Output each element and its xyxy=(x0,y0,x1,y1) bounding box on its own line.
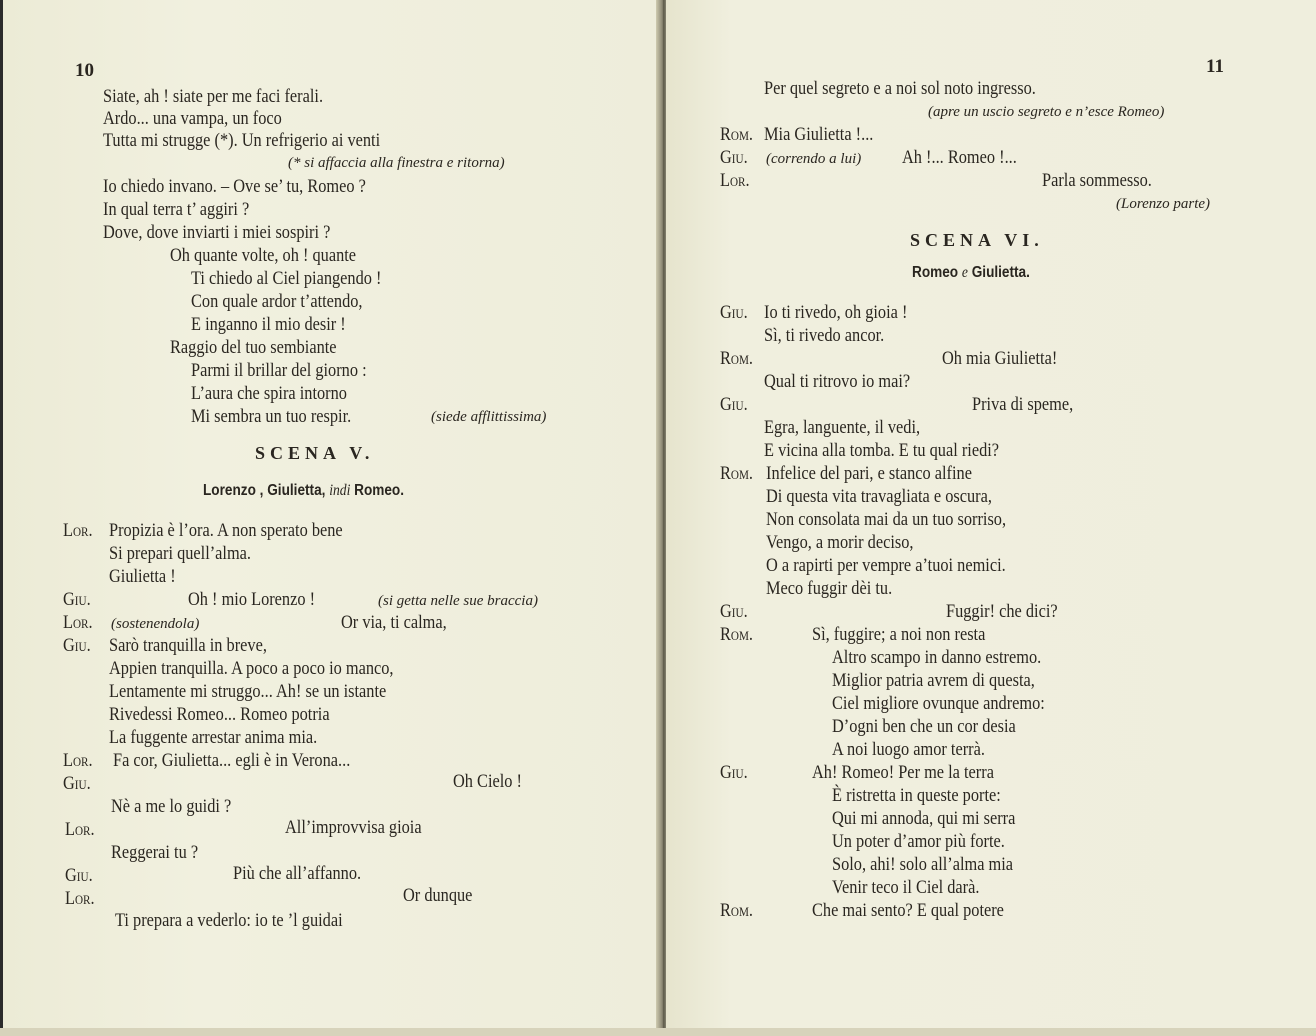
verse-line: Ti chiedo al Ciel piangendo ! xyxy=(191,268,382,289)
dialogue-line: Solo, ahi! solo all’alma mia xyxy=(832,854,1014,875)
dialogue-line: Ti prepara a vederlo: io te ’l guidai xyxy=(115,910,343,931)
verse-line: Per quel segreto e a noi sol noto ingresso. xyxy=(764,78,1036,99)
speaker-label: Giu. xyxy=(720,302,748,323)
dialogue-line: Propizia è l’ora. A non sperato bene xyxy=(109,520,343,541)
verse-line: Con quale ardor t’attendo, xyxy=(191,291,363,312)
speaker-label: Giu. xyxy=(720,762,748,783)
dialogue-line: Or via, ti calma, xyxy=(341,612,447,633)
dialogue-line: Nè a me lo guidi ? xyxy=(111,796,232,817)
verse-line: Dove, dove inviarti i miei sospiri ? xyxy=(103,222,331,243)
verse-line: L’aura che spira intorno xyxy=(191,383,347,404)
dialogue-line: Infelice del pari, e stanco alfine xyxy=(766,463,972,484)
speaker-label: Lor. xyxy=(65,888,95,909)
speaker-label: Giu. xyxy=(63,635,91,656)
scene-title: SCENA V. xyxy=(255,443,375,463)
verse-line: Tutta mi strugge (*). Un refrigerio ai venti xyxy=(103,130,381,151)
dialogue-line: Reggerai tu ? xyxy=(111,842,199,863)
scene-characters: Lorenzo , Giulietta, indi Romeo. xyxy=(203,482,405,499)
speaker-label: Giu. xyxy=(65,865,93,886)
dialogue-line: Sì, fuggire; a noi non resta xyxy=(812,624,986,645)
dialogue-line: Fuggir! che dici? xyxy=(946,601,1058,622)
dialogue-line: Egra, languente, il vedi, xyxy=(764,417,921,438)
dialogue-line: Giulietta ! xyxy=(109,566,176,587)
speaker-label: Lor. xyxy=(63,520,93,541)
dialogue-line: La fuggente arrestar anima mia. xyxy=(109,727,318,748)
speaker-label: Giu. xyxy=(63,589,91,610)
verse-line: Mi sembra un tuo respir. xyxy=(191,406,352,427)
dialogue-line: Sì, ti rivedo ancor. xyxy=(764,325,885,346)
verse-line: Siate, ah ! siate per me faci ferali. xyxy=(103,86,324,107)
dialogue-line: E vicina alla tomba. E tu qual riedi? xyxy=(764,440,1000,461)
dialogue-line: Appien tranquilla. A poco a poco io manco, xyxy=(109,658,394,679)
right-page xyxy=(666,0,1316,1036)
dialogue-line: Io ti rivedo, oh gioia ! xyxy=(764,302,908,323)
dialogue-line: Che mai sento? E qual potere xyxy=(812,900,1004,921)
speaker-label: Rom. xyxy=(720,124,754,145)
dialogue-line: Miglior patria avrem di questa, xyxy=(832,670,1035,691)
speaker-label: Rom. xyxy=(720,463,754,484)
dialogue-line: All’improvvisa gioia xyxy=(285,817,422,838)
dialogue-line: Altro scampo in danno estremo. xyxy=(832,647,1042,668)
dialogue-line: È ristretta in queste porte: xyxy=(832,785,1001,806)
speaker-label: Rom. xyxy=(720,624,754,645)
dialogue-line: Un poter d’amor più forte. xyxy=(832,831,1005,852)
verse-line: Io chiedo invano. – Ove se’ tu, Romeo ? xyxy=(103,176,366,197)
stage-direction: (correndo a lui) xyxy=(766,151,862,167)
dialogue-line: Qui mi annoda, qui mi serra xyxy=(832,808,1016,829)
stage-direction: (si getta nelle sue braccia) xyxy=(378,593,538,609)
dialogue-line: Fa cor, Giulietta... egli è in Verona... xyxy=(113,750,351,771)
dialogue-line: Qual ti ritrovo io mai? xyxy=(764,371,911,392)
speaker-label: Lor. xyxy=(63,612,93,633)
verse-line: Ardo... una vampa, un foco xyxy=(103,108,282,129)
verse-line: In qual terra t’ aggiri ? xyxy=(103,199,250,220)
speaker-label: Giu. xyxy=(720,394,748,415)
stage-direction: (Lorenzo parte) xyxy=(1116,196,1211,212)
dialogue-line: Oh Cielo ! xyxy=(453,771,522,792)
stage-direction: (siede afflittissima) xyxy=(431,409,547,425)
speaker-label: Lor. xyxy=(720,170,750,191)
speaker-label: Rom. xyxy=(720,900,754,921)
stage-direction: (* si affaccia alla finestra e ritorna) xyxy=(288,155,505,171)
dialogue-line: Ah !... Romeo !... xyxy=(902,147,1017,168)
dialogue-line: Non consolata mai da un tuo sorriso, xyxy=(766,509,1007,530)
dialogue-line: Ciel migliore ovunque andremo: xyxy=(832,693,1045,714)
verse-line: E inganno il mio desir ! xyxy=(191,314,346,335)
dialogue-line: Di questa vita travagliata e oscura, xyxy=(766,486,992,507)
dialogue-line: Vengo, a morir deciso, xyxy=(766,532,914,553)
dialogue-line: Ah! Romeo! Per me la terra xyxy=(812,762,994,783)
dialogue-line: Più che all’affanno. xyxy=(233,863,362,884)
page-bottom-edge xyxy=(0,1028,1316,1036)
speaker-label: Giu. xyxy=(720,601,748,622)
speaker-label: Lor. xyxy=(63,750,93,771)
stage-direction: (sostenendola) xyxy=(111,616,200,632)
dialogue-line: Rivedessi Romeo... Romeo potria xyxy=(109,704,330,725)
verse-line: Oh quante volte, oh ! quante xyxy=(170,245,357,266)
dialogue-line: O a rapirti per vempre a’tuoi nemici. xyxy=(766,555,1006,576)
speaker-label: Giu. xyxy=(63,773,91,794)
dialogue-line: Mia Giulietta !... xyxy=(764,124,874,145)
dialogue-line: Venir teco il Ciel darà. xyxy=(832,877,980,898)
dialogue-line: Oh mia Giulietta! xyxy=(942,348,1058,369)
page-number: 10 xyxy=(75,60,94,81)
dialogue-line: Priva di speme, xyxy=(972,394,1074,415)
scene-characters: Romeo e Giulietta. xyxy=(912,264,1030,281)
dialogue-line: Si prepari quell’alma. xyxy=(109,543,252,564)
scene-title: SCENA VI. xyxy=(910,230,1044,250)
verse-line: Parmi il brillar del giorno : xyxy=(191,360,367,381)
speaker-label: Rom. xyxy=(720,348,754,369)
speaker-label: Giu. xyxy=(720,147,748,168)
dialogue-line: Lentamente mi struggo... Ah! se un istante xyxy=(109,681,387,702)
dialogue-line: Parla sommesso. xyxy=(1042,170,1152,191)
dialogue-line: Oh ! mio Lorenzo ! xyxy=(188,589,316,610)
dialogue-line: A noi luogo amor terrà. xyxy=(832,739,985,760)
dialogue-line: Or dunque xyxy=(403,885,473,906)
verse-line: Raggio del tuo sembiante xyxy=(170,337,337,358)
dialogue-line: Sarò tranquilla in breve, xyxy=(109,635,267,656)
dialogue-line: Meco fuggir dèi tu. xyxy=(766,578,893,599)
stage-direction: (apre un uscio segreto e n’esce Romeo) xyxy=(928,104,1165,120)
dialogue-line: D’ogni ben che un cor desia xyxy=(832,716,1016,737)
speaker-label: Lor. xyxy=(65,819,95,840)
page-number: 11 xyxy=(1206,56,1224,77)
